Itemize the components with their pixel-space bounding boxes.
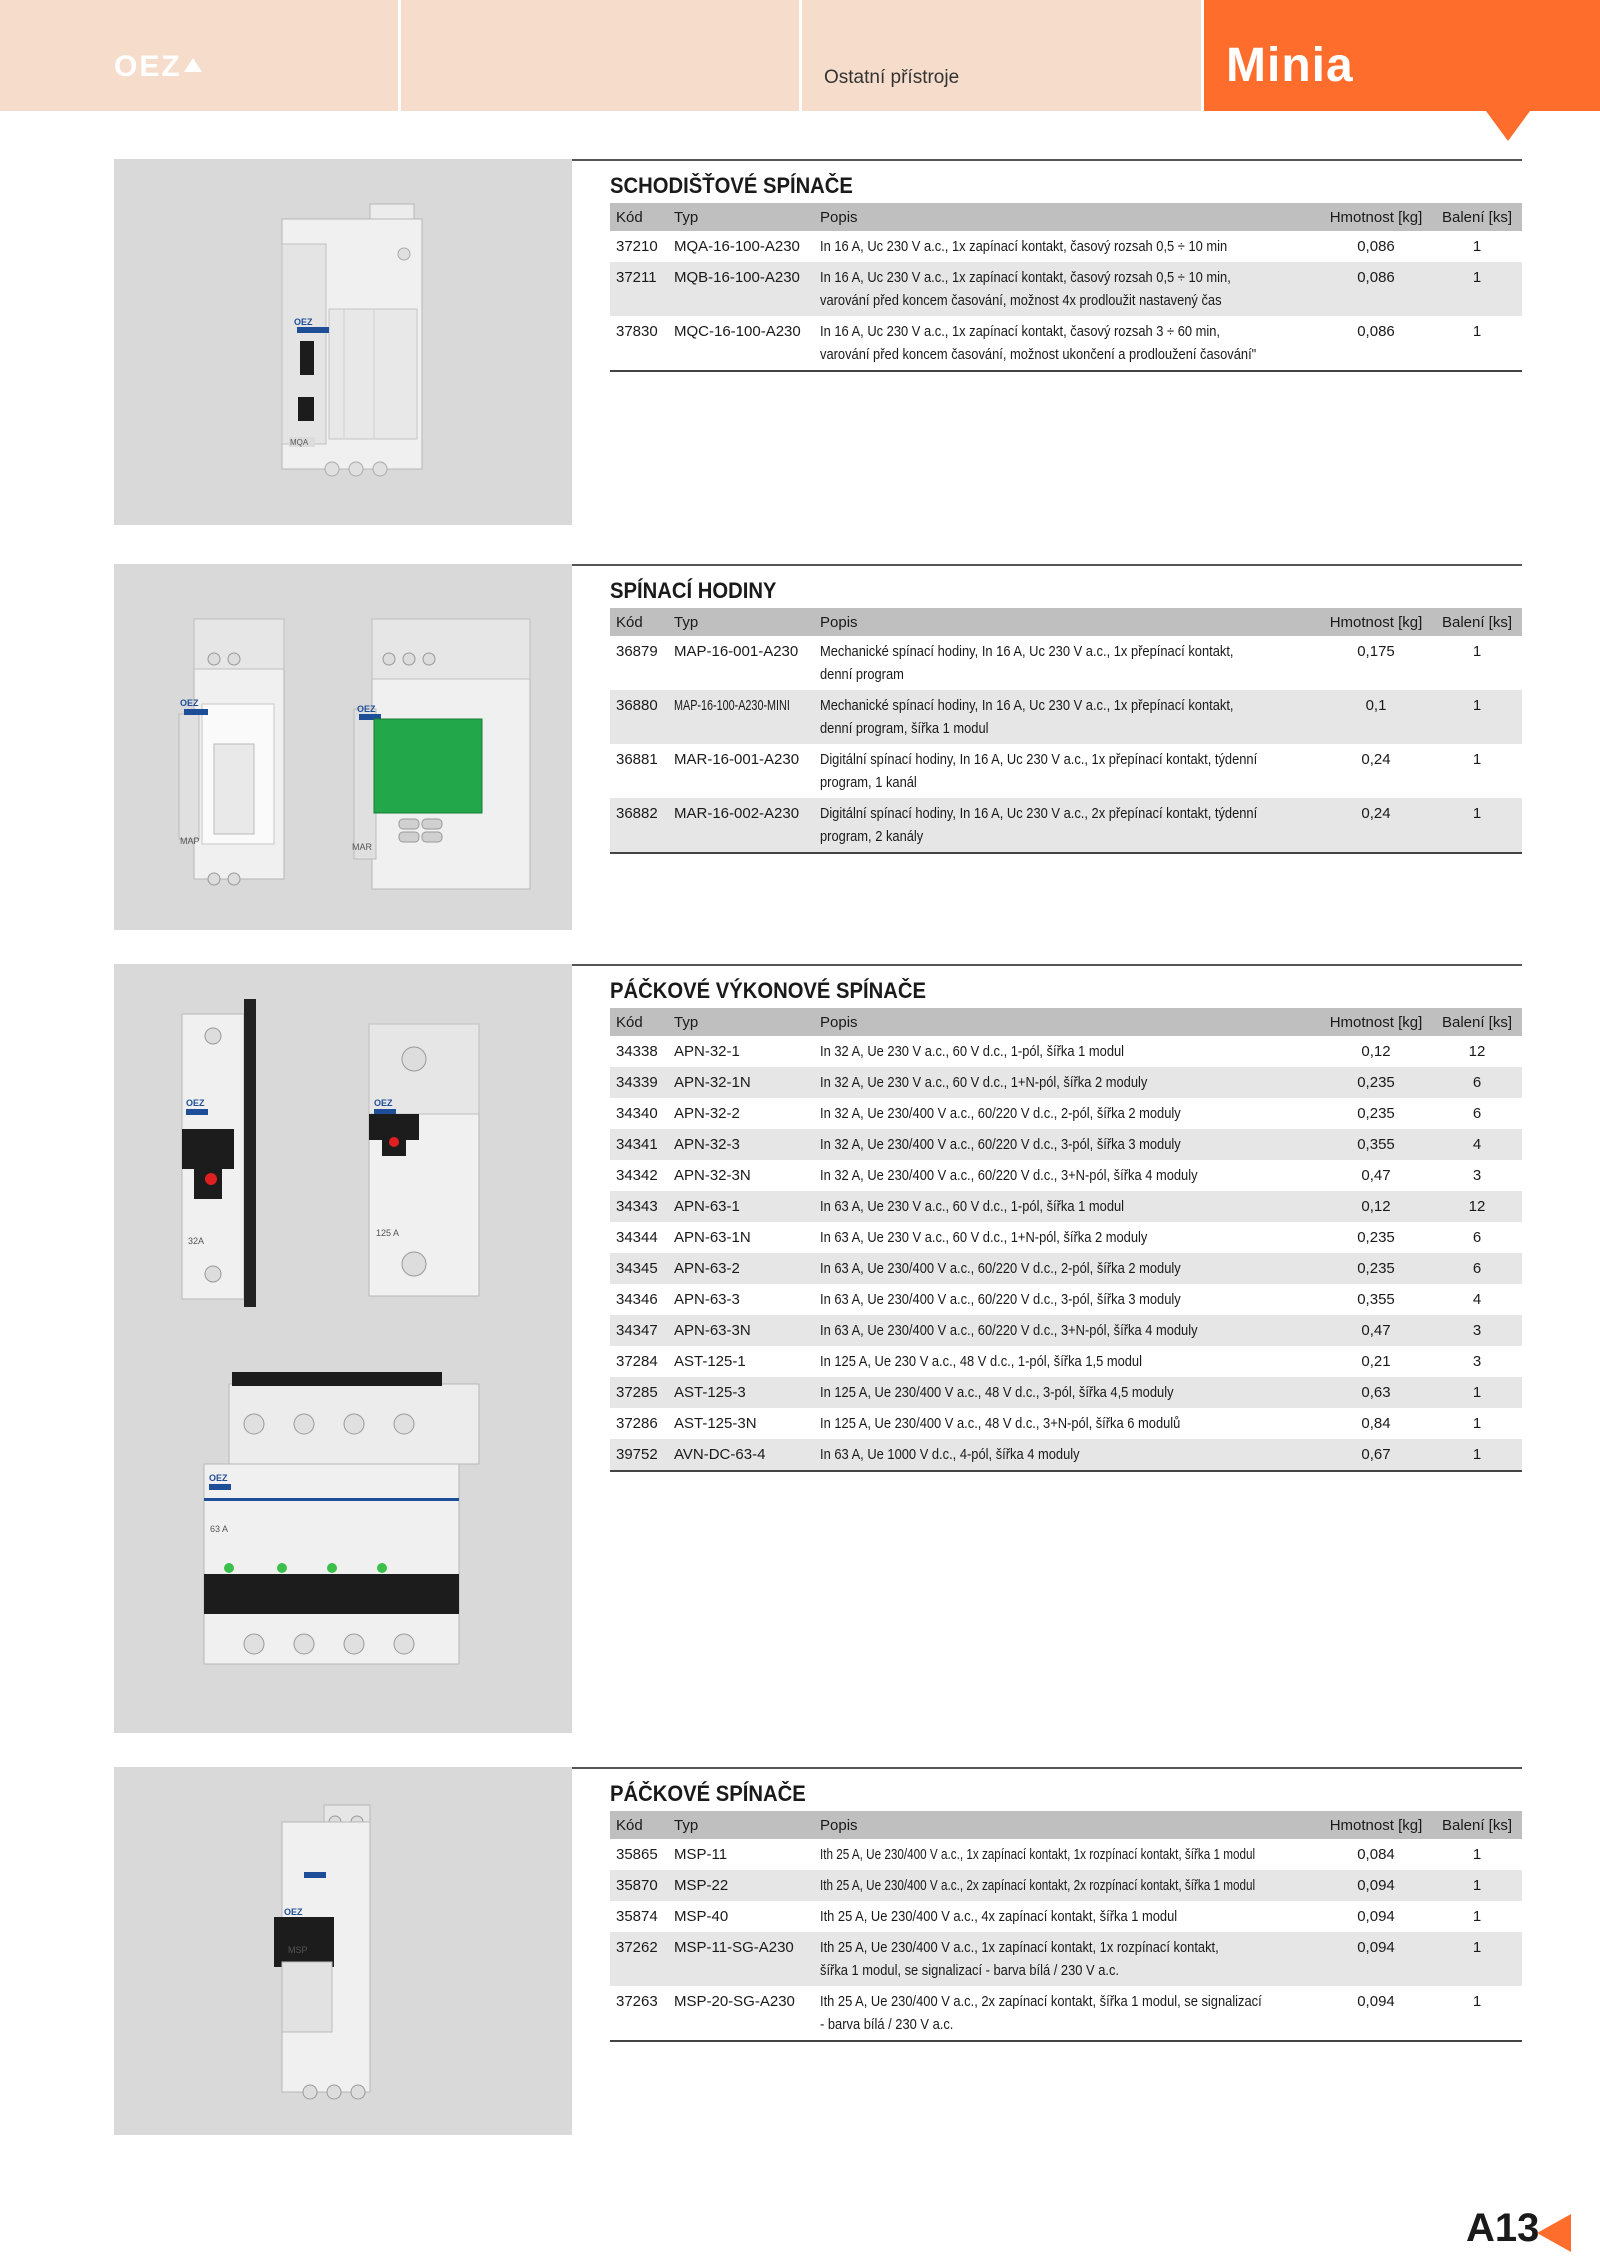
header-band-2 <box>401 0 799 111</box>
cell-weight: 0,1 <box>1320 690 1432 744</box>
table-header-row <box>610 203 1522 231</box>
desc-line: In 32 A, Ue 230 V a.c., 60 V d.c., 1+N-pól, šířka 2 moduly <box>820 1074 1148 1091</box>
desc-line-2: denní program <box>820 666 904 683</box>
cell-desc <box>814 1986 1320 2041</box>
table-row <box>610 1253 1522 1284</box>
cell-pack: 1 <box>1472 238 1482 255</box>
cell-weight: 0,094 <box>1320 1870 1432 1901</box>
cell-weight: 0,84 <box>1361 1415 1391 1432</box>
cell-type: APN-32-1N <box>668 1067 814 1098</box>
cell-weight: 0,235 <box>1320 1253 1432 1284</box>
table-row <box>610 1839 1522 1870</box>
desc-line: In 63 A, Ue 1000 V d.c., 4-pól, šířka 4 moduly <box>820 1446 1080 1463</box>
desc-line: In 63 A, Ue 230/400 V a.c., 60/220 V d.c., 3+N-pól, šířka 4 moduly <box>820 1322 1198 1339</box>
type-text: MAP-16-100-A230-MINI <box>674 697 790 714</box>
col-header-pack: Balení [ks] <box>1432 608 1522 636</box>
header-notch <box>1486 111 1530 141</box>
product-photo-mqa <box>114 159 572 525</box>
desc-line: In 32 A, Ue 230/400 V a.c., 60/220 V d.c., 2-pól, šířka 2 moduly <box>820 1105 1181 1122</box>
desc-line: In 16 A, Uc 230 V a.c., 1x zapínací kontakt, časový rozsah 3 ÷ 60 min, <box>820 323 1221 340</box>
cell-desc <box>814 636 1320 690</box>
desc-line-2: varování před koncem časování, možnost 4x prodloužit nastavený čas <box>820 292 1222 309</box>
cell-pack: 1 <box>1432 798 1522 853</box>
desc-line: Ith 25 A, Ue 230/400 V a.c., 2x zapínací kontakt, šířka 1 modul, se signalizací <box>820 1993 1262 2010</box>
cell-weight: 0,086 <box>1357 238 1395 255</box>
table-row <box>610 1439 1522 1471</box>
cell-weight: 0,12 <box>1320 1191 1432 1222</box>
cell-weight: 0,175 <box>1357 643 1395 660</box>
section-title: SCHODIŠŤOVÉ SPÍNAČE <box>610 173 853 198</box>
cell-desc <box>814 1067 1320 1098</box>
section-staircase-switches <box>114 159 1522 529</box>
cell-type: APN-63-3 <box>674 1291 740 1308</box>
table-row <box>610 1191 1522 1222</box>
cell-weight: 0,47 <box>1320 1315 1432 1346</box>
table-row <box>610 1160 1522 1191</box>
device-label-mqa: MQA <box>290 438 309 447</box>
time-switch-illustration <box>114 564 572 930</box>
cell-pack: 1 <box>1432 1377 1522 1408</box>
col-header-code: Kód <box>610 1811 668 1839</box>
table-row <box>610 316 1522 371</box>
page-arrow-icon <box>1537 2214 1571 2252</box>
cell-pack: 12 <box>1468 1043 1486 1060</box>
device-label-map: MAP <box>180 836 200 846</box>
cell-pack: 6 <box>1432 1253 1522 1284</box>
table-block <box>610 574 1522 854</box>
table-block <box>610 169 1522 372</box>
header-band-3 <box>802 0 1201 111</box>
table-row <box>610 1986 1522 2041</box>
header-subtitle: Ostatní přístroje <box>824 67 960 88</box>
cell-pack: 6 <box>1472 1105 1482 1122</box>
cell-code: 34344 <box>616 1229 658 1246</box>
desc-line: In 63 A, Ue 230/400 V a.c., 60/220 V d.c., 3-pól, šířka 3 moduly <box>820 1291 1181 1308</box>
desc-line: Digitální spínací hodiny, In 16 A, Uc 230 V a.c., 1x přepínací kontakt, týdenní <box>820 751 1258 768</box>
cell-code: 37263 <box>610 1986 668 2041</box>
cell-pack: 1 <box>1472 1908 1482 1925</box>
cell-code: 34338 <box>616 1043 658 1060</box>
desc-line: In 16 A, Uc 230 V a.c., 1x zapínací kontakt, časový rozsah 0,5 ÷ 10 min, <box>820 269 1231 286</box>
cell-code: 34343 <box>610 1191 668 1222</box>
cell-pack: 1 <box>1432 1439 1522 1471</box>
col-header-type: Typ <box>668 203 814 231</box>
cell-type: APN-32-3 <box>668 1129 814 1160</box>
col-header-type: Typ <box>668 608 814 636</box>
cell-desc <box>814 231 1320 262</box>
device-label-avn: 63 A <box>210 1524 229 1534</box>
cell-desc <box>814 316 1320 371</box>
cell-weight: 0,086 <box>1320 262 1432 316</box>
device-label-apn: 32A <box>188 1236 205 1246</box>
cell-pack: 1 <box>1432 1870 1522 1901</box>
cell-weight: 0,67 <box>1320 1439 1432 1471</box>
cell-pack: 1 <box>1472 751 1482 768</box>
desc-line: Ith 25 A, Ue 230/400 V a.c., 1x zapínací kontakt, 1x rozpínací kontakt, <box>820 1939 1219 1956</box>
desc-line: In 32 A, Ue 230 V a.c., 60 V d.c., 1-pól, šířka 1 modul <box>820 1043 1125 1060</box>
cell-type: MAP-16-001-A230 <box>674 643 799 660</box>
desc-line-2: šířka 1 modul, se signalizací - barva bílá / 230 V a.c. <box>820 1962 1119 1979</box>
table-row <box>610 1932 1522 1986</box>
cell-desc <box>814 1160 1320 1191</box>
col-header-weight: Hmotnost [kg] <box>1320 608 1432 636</box>
table-row <box>610 798 1522 853</box>
cell-pack: 4 <box>1432 1129 1522 1160</box>
cell-weight: 0,355 <box>1357 1291 1395 1308</box>
cell-desc <box>814 1839 1320 1870</box>
cell-weight: 0,63 <box>1320 1377 1432 1408</box>
table-row <box>610 1901 1522 1932</box>
section-load-break-switches <box>114 964 1522 1734</box>
desc-line-2: program, 1 kanál <box>820 774 917 791</box>
cell-pack: 1 <box>1472 643 1482 660</box>
cell-type: AST-125-3N <box>674 1415 757 1432</box>
cell-type: MSP-22 <box>668 1870 814 1901</box>
logo-triangle-icon <box>184 58 202 72</box>
product-table <box>610 608 1522 854</box>
desc-line: Ith 25 A, Ue 230/400 V a.c., 2x zapínací kontakt, 2x rozpínací kontakt, šířka 1 modul <box>820 1877 1256 1894</box>
cell-pack: 4 <box>1472 1291 1482 1308</box>
section-toggle-switches <box>114 1767 1522 2137</box>
table-row <box>610 636 1522 690</box>
desc-line: In 16 A, Uc 230 V a.c., 1x zapínací kontakt, časový rozsah 0,5 ÷ 10 min <box>820 238 1228 255</box>
cell-desc <box>814 1377 1320 1408</box>
cell-code: 37285 <box>610 1377 668 1408</box>
cell-code: 34339 <box>610 1067 668 1098</box>
cell-type: MQC-16-100-A230 <box>668 316 814 371</box>
device-label-ast: 125 A <box>376 1228 400 1238</box>
cell-desc <box>814 744 1320 798</box>
table-header-row <box>610 608 1522 636</box>
col-header-code: Kód <box>610 203 668 231</box>
col-header-pack: Balení [ks] <box>1432 1008 1522 1036</box>
cell-code: 37286 <box>616 1415 658 1432</box>
cell-weight: 0,235 <box>1357 1105 1395 1122</box>
desc-line-2: varování před koncem časování, možnost ukončení a prodloužení časování" <box>820 346 1257 363</box>
cell-desc <box>814 1098 1320 1129</box>
cell-code: 37211 <box>610 262 668 316</box>
desc-line: Mechanické spínací hodiny, In 16 A, Uc 230 V a.c., 1x přepínací kontakt, <box>820 697 1234 714</box>
desc-line: In 125 A, Ue 230 V a.c., 48 V d.c., 1-pól, šířka 1,5 modul <box>820 1353 1142 1370</box>
cell-pack: 12 <box>1432 1191 1522 1222</box>
col-header-desc: Popis <box>814 203 1320 231</box>
col-header-type: Typ <box>668 1811 814 1839</box>
cell-weight: 0,24 <box>1320 798 1432 853</box>
header-title: Minia <box>1226 39 1354 92</box>
cell-weight: 0,235 <box>1357 1229 1395 1246</box>
device-label-mar: MAR <box>352 842 372 852</box>
page-number: A13 <box>1466 2206 1540 2250</box>
table-row <box>610 1346 1522 1377</box>
desc-line: Digitální spínací hodiny, In 16 A, Uc 230 V a.c., 2x přepínací kontakt, týdenní <box>820 805 1258 822</box>
product-table <box>610 203 1522 372</box>
cell-weight: 0,084 <box>1357 1846 1395 1863</box>
cell-code: 34345 <box>610 1253 668 1284</box>
cell-code: 39752 <box>610 1439 668 1471</box>
col-header-desc: Popis <box>814 1008 1320 1036</box>
cell-weight: 0,24 <box>1361 751 1391 768</box>
col-header-code: Kód <box>610 1008 668 1036</box>
product-photo-map-mar <box>114 564 572 930</box>
cell-code: 34340 <box>616 1105 658 1122</box>
desc-line: Mechanické spínací hodiny, In 16 A, Uc 230 V a.c., 1x přepínací kontakt, <box>820 643 1234 660</box>
table-row <box>610 1129 1522 1160</box>
cell-desc <box>814 1191 1320 1222</box>
cell-weight: 0,086 <box>1320 316 1432 371</box>
table-header-row <box>610 1008 1522 1036</box>
section-title: PÁČKOVÉ VÝKONOVÉ SPÍNAČE <box>610 978 927 1003</box>
cell-type: MQB-16-100-A230 <box>668 262 814 316</box>
table-row <box>610 1284 1522 1315</box>
cell-pack: 3 <box>1472 1353 1482 1370</box>
product-photo-msp <box>114 1767 572 2135</box>
cell-code: 34342 <box>616 1167 658 1184</box>
table-row <box>610 1408 1522 1439</box>
cell-type: APN-32-2 <box>674 1105 740 1122</box>
desc-line: Ith 25 A, Ue 230/400 V a.c., 1x zapínací kontakt, 1x rozpínací kontakt, šířka 1 modul <box>820 1846 1256 1863</box>
col-header-weight: Hmotnost [kg] <box>1320 203 1432 231</box>
product-photo-apn-ast-avn <box>114 964 572 1733</box>
col-header-weight: Hmotnost [kg] <box>1320 1811 1432 1839</box>
cell-type: AVN-DC-63-4 <box>668 1439 814 1471</box>
cell-desc <box>814 262 1320 316</box>
table-row <box>610 1222 1522 1253</box>
section-time-switches <box>114 564 1522 934</box>
cell-type: MSP-11 <box>674 1846 728 1863</box>
cell-desc <box>814 1284 1320 1315</box>
cell-pack: 1 <box>1432 262 1522 316</box>
col-header-desc: Popis <box>814 1811 1320 1839</box>
col-header-pack: Balení [ks] <box>1432 1811 1522 1839</box>
cell-code: 34346 <box>616 1291 658 1308</box>
cell-code: 35870 <box>610 1870 668 1901</box>
desc-line-2: denní program, šířka 1 modul <box>820 720 989 737</box>
desc-line: In 125 A, Ue 230/400 V a.c., 48 V d.c., 3-pól, šířka 4,5 moduly <box>820 1384 1174 1401</box>
cell-code: 34347 <box>610 1315 668 1346</box>
cell-pack: 1 <box>1432 1986 1522 2041</box>
brand-label-ast: OEZ <box>374 1098 393 1108</box>
cell-code: 36879 <box>616 643 658 660</box>
cell-pack: 1 <box>1432 316 1522 371</box>
staircase-switch-illustration <box>114 159 572 525</box>
cell-pack: 6 <box>1432 1067 1522 1098</box>
cell-desc <box>814 1253 1320 1284</box>
col-header-desc: Popis <box>814 608 1320 636</box>
desc-line: In 63 A, Ue 230 V a.c., 60 V d.c., 1-pól, šířka 1 modul <box>820 1198 1125 1215</box>
brand-label: OEZ <box>284 1907 303 1917</box>
cell-type: APN-32-3N <box>674 1167 751 1184</box>
table-row <box>610 690 1522 744</box>
table-row <box>610 1067 1522 1098</box>
cell-type <box>668 690 814 744</box>
product-table <box>610 1008 1522 1472</box>
desc-line: Ith 25 A, Ue 230/400 V a.c., 4x zapínací kontakt, šířka 1 modul <box>820 1908 1178 1925</box>
cell-code: 37210 <box>616 238 658 255</box>
toggle-switch-illustration <box>114 1767 572 2135</box>
desc-line: In 125 A, Ue 230/400 V a.c., 48 V d.c., 3+N-pól, šířka 6 modulů <box>820 1415 1181 1432</box>
cell-pack: 1 <box>1472 1415 1482 1432</box>
oez-logo: OEZ <box>114 50 202 84</box>
brand-label: OEZ <box>180 698 199 708</box>
cell-type: APN-63-2 <box>668 1253 814 1284</box>
cell-pack: 1 <box>1432 690 1522 744</box>
cell-code: 36881 <box>616 751 658 768</box>
cell-code: 35874 <box>616 1908 658 1925</box>
desc-line-2: - barva bílá / 230 V a.c. <box>820 2016 954 2033</box>
cell-weight: 0,47 <box>1361 1167 1391 1184</box>
cell-type: MSP-20-SG-A230 <box>668 1986 814 2041</box>
load-break-switch-illustration <box>114 964 572 1733</box>
cell-code: 37284 <box>616 1353 658 1370</box>
page-header <box>0 0 1600 111</box>
col-header-weight: Hmotnost [kg] <box>1320 1008 1432 1036</box>
table-row <box>610 1870 1522 1901</box>
brand-label-avn: OEZ <box>209 1473 228 1483</box>
cell-type: MAR-16-002-A230 <box>668 798 814 853</box>
cell-type: MSP-11-SG-A230 <box>668 1932 814 1986</box>
table-row <box>610 744 1522 798</box>
table-row <box>610 1098 1522 1129</box>
cell-desc <box>814 1901 1320 1932</box>
cell-weight: 0,094 <box>1357 1908 1395 1925</box>
brand-label-mar: OEZ <box>357 704 376 714</box>
desc-line: In 63 A, Ue 230 V a.c., 60 V d.c., 1+N-pól, šířka 2 moduly <box>820 1229 1148 1246</box>
cell-pack: 1 <box>1472 1846 1482 1863</box>
cell-type: APN-63-1 <box>668 1191 814 1222</box>
cell-type: MSP-40 <box>674 1908 729 1925</box>
cell-desc <box>814 1439 1320 1471</box>
cell-weight: 0,235 <box>1320 1067 1432 1098</box>
cell-desc <box>814 1870 1320 1901</box>
cell-type: APN-63-3N <box>668 1315 814 1346</box>
col-header-type: Typ <box>668 1008 814 1036</box>
brand-label: OEZ <box>186 1098 205 1108</box>
device-label-msp: MSP <box>288 1945 308 1955</box>
cell-code: 35865 <box>616 1846 658 1863</box>
cell-desc <box>814 690 1320 744</box>
cell-type: AST-125-3 <box>668 1377 814 1408</box>
cell-weight: 0,355 <box>1320 1129 1432 1160</box>
cell-type: MAR-16-001-A230 <box>674 751 800 768</box>
product-table <box>610 1811 1522 2042</box>
desc-line: In 63 A, Ue 230/400 V a.c., 60/220 V d.c., 2-pól, šířka 2 moduly <box>820 1260 1181 1277</box>
desc-line-2: program, 2 kanály <box>820 828 924 845</box>
cell-weight: 0,21 <box>1361 1353 1391 1370</box>
cell-desc <box>814 1129 1320 1160</box>
table-row <box>610 1377 1522 1408</box>
desc-line: In 32 A, Ue 230/400 V a.c., 60/220 V d.c., 3+N-pól, šířka 4 moduly <box>820 1167 1198 1184</box>
cell-code: 34341 <box>610 1129 668 1160</box>
cell-desc <box>814 1408 1320 1439</box>
col-header-code: Kód <box>610 608 668 636</box>
cell-code: 37830 <box>610 316 668 371</box>
cell-desc <box>814 798 1320 853</box>
cell-pack: 6 <box>1472 1229 1482 1246</box>
cell-weight: 0,12 <box>1361 1043 1391 1060</box>
brand-label: OEZ <box>294 317 313 327</box>
cell-weight: 0,094 <box>1320 1986 1432 2041</box>
section-title: SPÍNACÍ HODINY <box>610 578 777 603</box>
col-header-pack: Balení [ks] <box>1432 203 1522 231</box>
cell-desc <box>814 1036 1320 1067</box>
cell-code: 37262 <box>610 1932 668 1986</box>
cell-desc <box>814 1315 1320 1346</box>
cell-desc <box>814 1346 1320 1377</box>
cell-pack: 3 <box>1472 1167 1482 1184</box>
cell-pack: 3 <box>1432 1315 1522 1346</box>
cell-type: APN-32-1 <box>674 1043 740 1060</box>
cell-desc <box>814 1932 1320 1986</box>
cell-pack: 1 <box>1432 1932 1522 1986</box>
desc-line: In 32 A, Ue 230/400 V a.c., 60/220 V d.c., 3-pól, šířka 3 moduly <box>820 1136 1181 1153</box>
cell-weight: 0,094 <box>1320 1932 1432 1986</box>
section-title: PÁČKOVÉ SPÍNAČE <box>610 1781 806 1806</box>
table-row <box>610 231 1522 262</box>
cell-code: 36880 <box>610 690 668 744</box>
table-block <box>610 1777 1522 2042</box>
cell-type: APN-63-1N <box>674 1229 751 1246</box>
cell-code: 36882 <box>610 798 668 853</box>
table-header-row <box>610 1811 1522 1839</box>
table-row <box>610 262 1522 316</box>
cell-type: MQA-16-100-A230 <box>674 238 800 255</box>
table-row <box>610 1315 1522 1346</box>
table-block <box>610 974 1522 1472</box>
cell-type: AST-125-1 <box>674 1353 746 1370</box>
table-row <box>610 1036 1522 1067</box>
cell-desc <box>814 1222 1320 1253</box>
